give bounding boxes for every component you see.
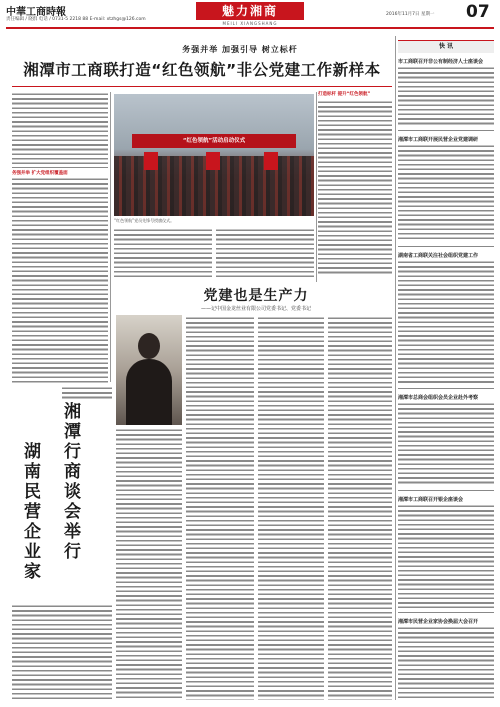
sidebar-divider	[398, 612, 494, 613]
photo-banner: “红色领航”活动启动仪式	[132, 134, 296, 148]
editor-line: 责任编辑 / 晓群 电话 / 0731-5 2218 88 E-mail: xtzhgs@126.com	[6, 17, 146, 22]
news-sidebar	[398, 40, 494, 700]
lead-kicker: 务强并举 加强引导 树立标杆	[182, 45, 298, 54]
second-body-text	[258, 316, 324, 700]
lead-body-text	[318, 100, 392, 276]
second-headline: 党建也是生产力	[203, 288, 309, 304]
section-pinyin: MEILI XIANGSHANG	[222, 21, 278, 26]
page-number: 07	[466, 2, 490, 22]
feature-body-text	[12, 604, 112, 700]
sidebar-body-text	[398, 504, 494, 608]
lead-photo	[114, 94, 314, 216]
column-divider	[395, 36, 396, 700]
sidebar-headline[interactable]: 湘潭市工商联开展民营企业党建调研	[398, 137, 479, 143]
feature-title-1: 湘潭行商谈会举行	[60, 402, 80, 562]
second-body-text	[116, 428, 182, 700]
sidebar-body-text	[398, 260, 494, 384]
lead-body-text	[12, 92, 108, 168]
sidebar-body-text	[398, 626, 494, 698]
column-divider	[316, 92, 317, 282]
feature-title-2: 湖南民营企业家	[20, 442, 40, 582]
portrait-photo	[116, 315, 182, 425]
red-flag-icon	[144, 152, 158, 170]
sidebar-divider	[398, 130, 494, 131]
lead-subhead-1: 务强并举 扩大党组织覆盖面	[12, 171, 68, 176]
masthead	[0, 0, 500, 28]
sidebar-headline[interactable]: 湘潭市民营企业家协会换届大会召开	[398, 619, 479, 625]
sidebar-body-text	[398, 144, 494, 242]
lead-photo-caption: “红色领航”党员先锋号授旗仪式。	[114, 218, 175, 223]
issue-date: 2016年11月7日 星期一	[386, 12, 435, 17]
feature-title-box	[12, 402, 108, 598]
sidebar-divider	[398, 388, 494, 389]
sidebar-headline[interactable]: 湖南省工商联关注社会组织党建工作	[398, 253, 479, 259]
masthead-rule	[6, 27, 494, 29]
lead-body-text	[114, 228, 212, 278]
sidebar-divider	[398, 490, 494, 491]
section-title: 魅力湘商	[196, 2, 304, 20]
lead-headline: 湘潭市工商联打造“红色领航”非公党建工作新样本	[23, 61, 381, 79]
sidebar-headline[interactable]: 市工商联召开非公有制经济人士座谈会	[398, 59, 484, 65]
second-body-text	[328, 316, 392, 700]
lead-body-text	[216, 228, 314, 278]
lead-subhead-2: 打造标杆 提升“红色领航”	[318, 92, 371, 97]
sidebar-tag: 快 讯	[398, 40, 494, 53]
sidebar-headline[interactable]: 湘潭市总商会组织会员企业赴外考察	[398, 395, 479, 401]
sidebar-body-text	[398, 402, 494, 486]
portrait-head	[138, 333, 160, 359]
paper-name: 中華工商時報	[6, 7, 66, 18]
sidebar-headline[interactable]: 湘潭市工商联召开银企座谈会	[398, 497, 464, 503]
feature-body-text	[62, 386, 112, 400]
column-divider	[110, 92, 111, 382]
lead-body-text	[12, 177, 108, 383]
second-body-text	[186, 316, 254, 700]
second-kicker: ——记中国金龙丝业有限公司党委书记、党委书记	[200, 306, 311, 312]
red-flag-icon	[206, 152, 220, 170]
sidebar-body-text	[398, 66, 494, 126]
headline-rule	[12, 86, 392, 87]
red-flag-icon	[264, 152, 278, 170]
portrait-body	[126, 359, 172, 425]
sidebar-divider	[398, 246, 494, 247]
